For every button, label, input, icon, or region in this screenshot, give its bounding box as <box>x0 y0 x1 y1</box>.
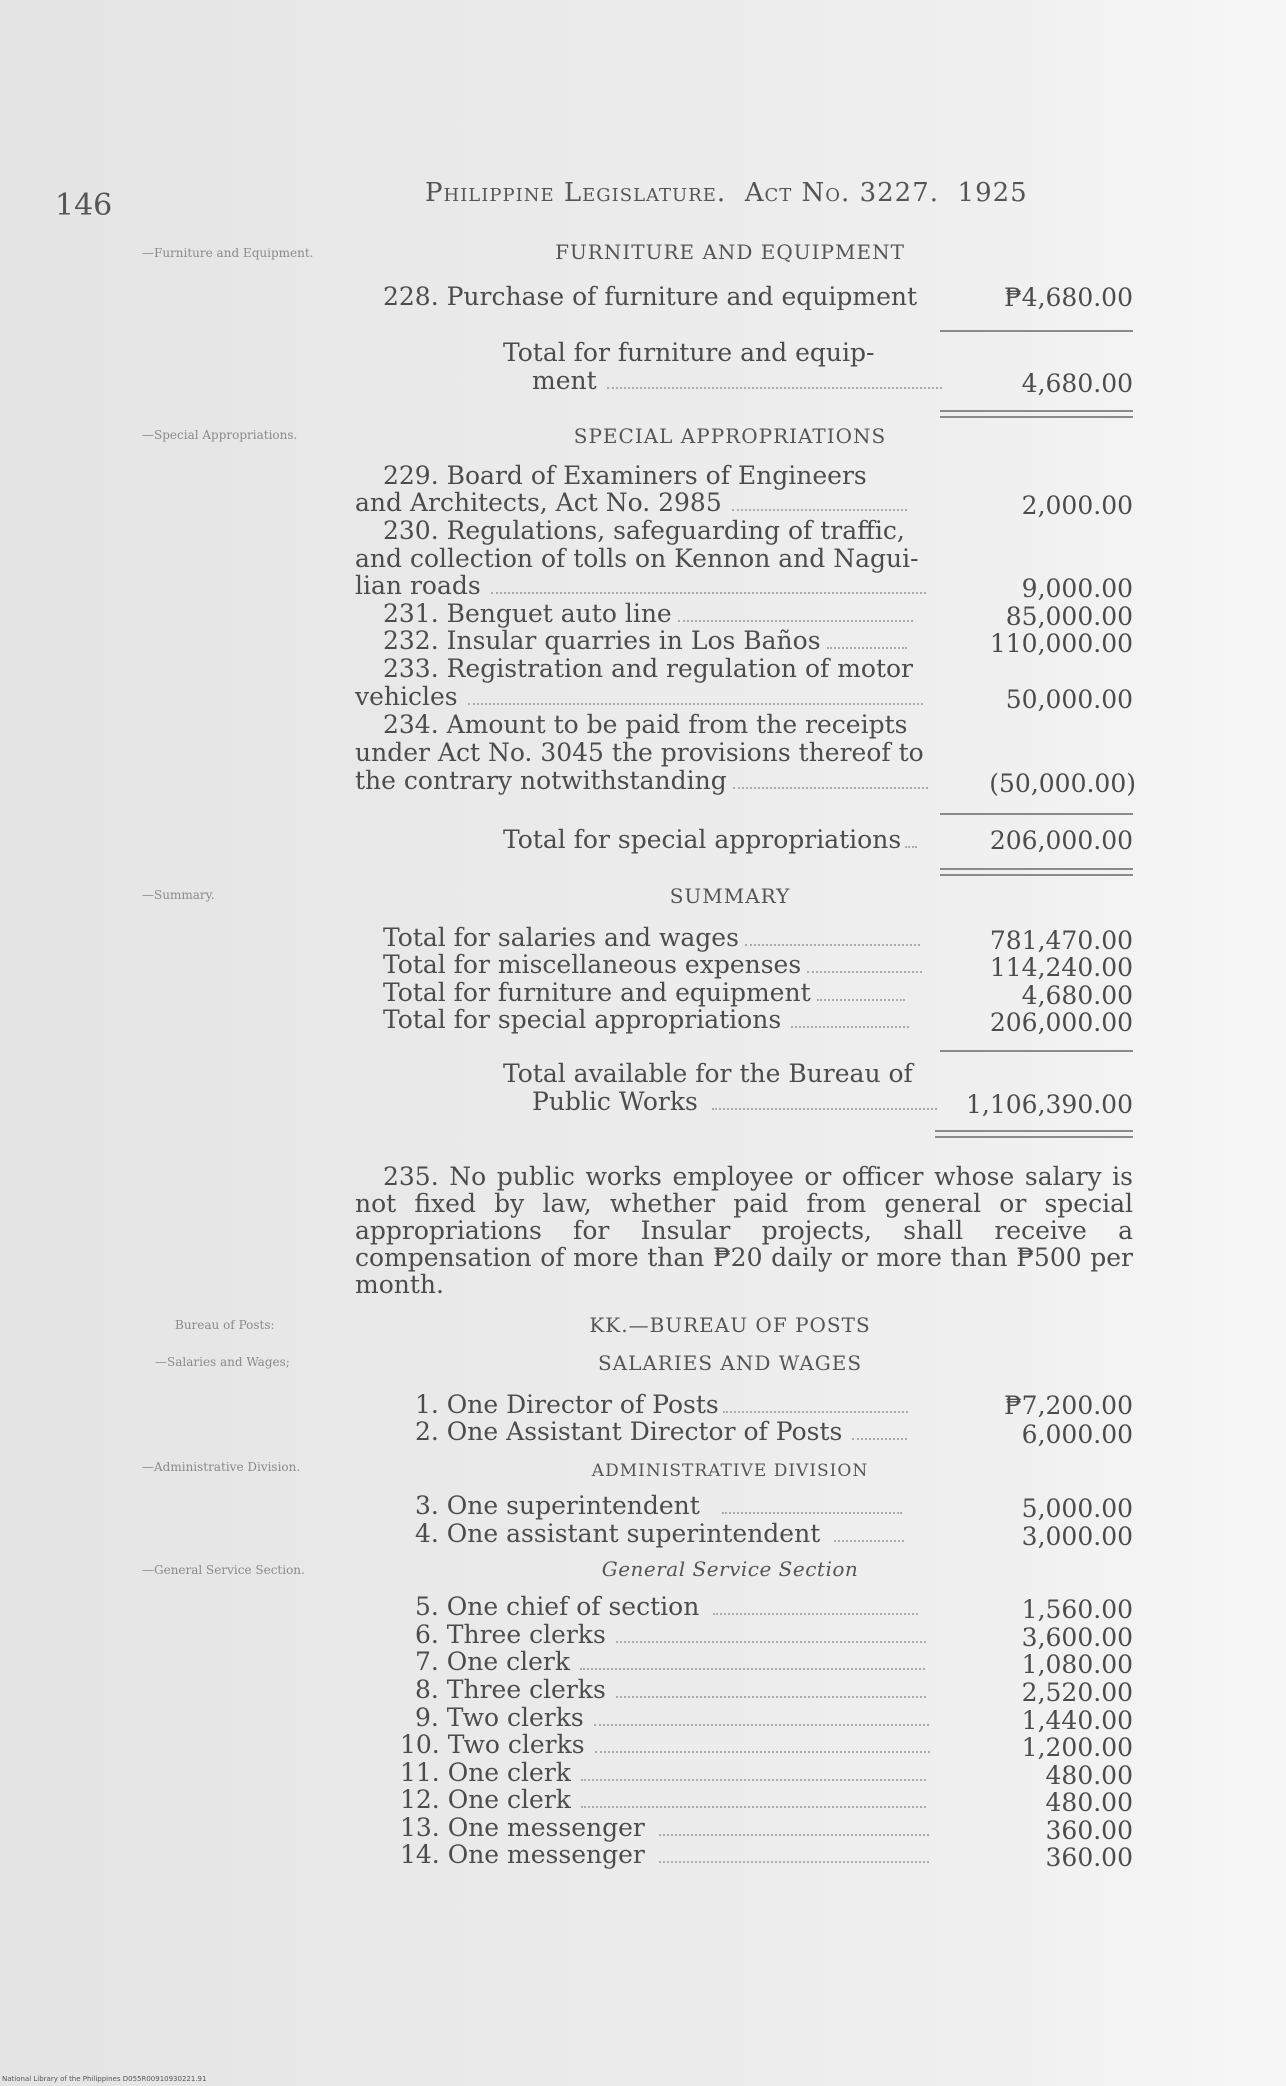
summary-total-line1: Total available for the Bureau of <box>503 1059 913 1088</box>
post-item-12-amount: 480.00 <box>1045 1788 1133 1817</box>
item-233-line1: 233. Registration and regulation of motor <box>383 654 914 683</box>
summary-special-label: Total for special appropriations <box>383 1005 782 1034</box>
item-234-line2: under Act No. 3045 the provisions thereof to <box>355 738 924 767</box>
post-item-10 <box>400 1731 930 1758</box>
heading-salaries-wages: SALARIES AND WAGES <box>597 1351 863 1375</box>
post-item-label: 5. One chief of section <box>415 1592 700 1621</box>
leader-dots <box>905 846 917 848</box>
leader-dots <box>807 971 922 973</box>
item-234-amount: (50,000.00) <box>989 769 1136 798</box>
post-item-12 <box>400 1786 926 1813</box>
item-228: 228. Purchase of furniture and equipment <box>383 283 918 310</box>
item-230-line2: and collection of tolls on Kennon and Nagui- <box>355 544 919 573</box>
post-item-label: 9. Two clerks <box>415 1703 584 1732</box>
item-233-line2 <box>355 683 923 710</box>
post-item-label: 8. Three clerks <box>415 1675 606 1704</box>
furniture-total-line2 <box>532 367 942 394</box>
leader-dots <box>491 592 926 594</box>
rule <box>935 1130 1133 1132</box>
leader-dots <box>468 703 923 705</box>
running-head-title: Philippine Legislature. <box>425 178 727 208</box>
item-228-amount: ₱4,680.00 <box>1004 283 1133 312</box>
leader-dots <box>745 944 920 946</box>
leader-dots <box>723 1411 908 1413</box>
heading-bureau-posts: KK.—BUREAU OF POSTS <box>589 1313 871 1337</box>
heading-special: SPECIAL APPROPRIATIONS <box>573 424 887 448</box>
scan-footer: National Library of the Philippines D055R00910930221.91 <box>2 2075 207 2083</box>
leader-dots <box>852 1438 907 1440</box>
summary-furniture-amount: 4,680.00 <box>1021 981 1133 1010</box>
item-230-amount: 9,000.00 <box>1021 574 1133 603</box>
leader-dots <box>834 1540 904 1542</box>
rule <box>940 410 1133 412</box>
item-231 <box>383 600 913 627</box>
leader-dots <box>659 1834 929 1836</box>
item-234-label: the contrary notwithstanding <box>355 766 727 795</box>
rule <box>940 813 1133 815</box>
post-item-9 <box>415 1704 929 1731</box>
summary-special-amount: 206,000.00 <box>989 1008 1133 1037</box>
margin-note-general: —General Service Section. <box>142 1563 305 1577</box>
post-item-label: 13. One messenger <box>400 1813 645 1842</box>
item-234-line1: 234. Amount to be paid from the receipts <box>383 710 908 739</box>
post-item-label: 1. One Director of Posts <box>415 1390 719 1419</box>
post-item-11-amount: 480.00 <box>1045 1761 1133 1790</box>
item-229-line2 <box>355 489 907 516</box>
post-item-8 <box>415 1676 926 1703</box>
post-item-2 <box>415 1418 907 1445</box>
post-item-label: 14. One messenger <box>400 1840 645 1869</box>
rule <box>940 416 1133 418</box>
rule <box>940 1050 1133 1052</box>
leader-dots <box>713 1613 918 1615</box>
post-item-label: 10. Two clerks <box>400 1730 585 1759</box>
post-item-4 <box>415 1520 904 1547</box>
leader-dots <box>678 620 913 622</box>
running-head <box>425 178 1028 208</box>
post-item-6-amount: 3,600.00 <box>1021 1623 1133 1652</box>
rule <box>940 874 1133 876</box>
item-231-label: 231. Benguet auto line <box>383 599 672 628</box>
heading-general-service: General Service Section <box>601 1557 859 1581</box>
leader-dots <box>827 647 907 649</box>
furniture-total-amount: 4,680.00 <box>1021 369 1133 398</box>
summary-salaries-label: Total for salaries and wages <box>383 923 739 952</box>
rule <box>935 1136 1133 1138</box>
summary-misc <box>383 951 922 978</box>
rule <box>940 868 1133 870</box>
leader-dots <box>817 999 905 1001</box>
item-230-line1: 230. Regulations, safeguarding of traffic, <box>383 516 905 545</box>
special-total-amount: 206,000.00 <box>989 826 1133 855</box>
post-item-13-amount: 360.00 <box>1045 1816 1133 1845</box>
leader-dots <box>594 1724 929 1726</box>
summary-total-amount: 1,106,390.00 <box>966 1090 1133 1119</box>
item-233-amount: 50,000.00 <box>1005 685 1133 714</box>
item-233-label: vehicles <box>355 682 458 711</box>
heading-admin-division: ADMINISTRATIVE DIVISION <box>591 1461 869 1481</box>
summary-salaries <box>383 924 920 951</box>
item-229-line1: 229. Board of Examiners of Engineers <box>383 461 867 490</box>
leader-dots <box>733 787 928 789</box>
margin-note-summary: —Summary. <box>142 888 215 902</box>
post-item-5-amount: 1,560.00 <box>1021 1595 1133 1624</box>
summary-total-line2 <box>532 1088 937 1115</box>
leader-dots <box>595 1751 930 1753</box>
summary-misc-label: Total for miscellaneous expenses <box>383 950 802 979</box>
leader-dots <box>712 1108 937 1110</box>
special-total <box>503 826 917 853</box>
leader-dots <box>791 1026 909 1028</box>
item-231-amount: 85,000.00 <box>1005 602 1133 631</box>
post-item-2-amount: 6,000.00 <box>1021 1420 1133 1449</box>
leader-dots <box>722 1512 902 1514</box>
leader-dots <box>581 1779 926 1781</box>
margin-note-admin: —Administrative Division. <box>142 1460 301 1474</box>
post-item-4-amount: 3,000.00 <box>1021 1522 1133 1551</box>
leader-dots <box>616 1696 926 1698</box>
page-number: 146 <box>55 188 113 223</box>
margin-note-furniture: —Furniture and Equipment. <box>142 246 314 260</box>
post-item-11 <box>400 1759 926 1786</box>
margin-note-special: —Special Appropriations. <box>142 428 298 442</box>
summary-furniture-label: Total for furniture and equipment <box>383 978 811 1007</box>
running-head-act: Act No. 3227. <box>744 178 940 208</box>
post-item-5 <box>415 1593 918 1620</box>
heading-furniture: FURNITURE AND EQUIPMENT <box>555 240 905 264</box>
post-item-label: 4. One assistant superintendent <box>415 1519 821 1548</box>
summary-special <box>383 1006 909 1033</box>
rule <box>940 330 1133 332</box>
post-item-10-amount: 1,200.00 <box>1021 1733 1133 1762</box>
item-230-label: lian roads <box>355 571 481 600</box>
running-head-year: 1925 <box>957 178 1028 208</box>
margin-note-salaries: —Salaries and Wages; <box>155 1355 290 1369</box>
post-item-3 <box>415 1492 902 1519</box>
item-234-line3 <box>355 767 928 794</box>
post-item-label: 7. One clerk <box>415 1647 571 1676</box>
post-item-label: 6. Three clerks <box>415 1620 606 1649</box>
summary-salaries-amount: 781,470.00 <box>989 926 1133 955</box>
post-item-1-amount: ₱7,200.00 <box>1004 1391 1133 1420</box>
post-item-13 <box>400 1814 929 1841</box>
post-item-8-amount: 2,520.00 <box>1021 1678 1133 1707</box>
post-item-label: 12. One clerk <box>400 1785 571 1814</box>
furniture-total-label: ment <box>532 366 597 395</box>
item-232-label: 232. Insular quarries in Los Baños <box>383 626 821 655</box>
post-item-label: 3. One superintendent <box>415 1491 700 1520</box>
item-232-amount: 110,000.00 <box>989 629 1133 658</box>
summary-total-label: Public Works <box>532 1087 698 1116</box>
margin-note-bureau-posts: Bureau of Posts: <box>175 1318 275 1332</box>
post-item-label: 2. One Assistant Director of Posts <box>415 1417 843 1446</box>
post-item-9-amount: 1,440.00 <box>1021 1706 1133 1735</box>
leader-dots <box>607 387 942 389</box>
leader-dots <box>659 1861 929 1863</box>
item-230-line3 <box>355 572 926 599</box>
leader-dots <box>616 1641 926 1643</box>
item-229-amount: 2,000.00 <box>1021 491 1133 520</box>
item-229-label: and Architects, Act No. 2985 <box>355 488 722 517</box>
special-total-label: Total for special appropriations <box>503 825 902 854</box>
heading-summary: SUMMARY <box>669 884 791 908</box>
summary-furniture <box>383 979 905 1006</box>
item-232 <box>383 627 907 654</box>
post-item-14 <box>400 1841 929 1868</box>
paragraph-235: 235. No public works employee or officer whose salary is not fixed by law, whether paid from general or special appropriations for Insular projects, shall receive a compensation of more than ₱20 daily or more than ₱500 per month. <box>355 1162 1133 1299</box>
furniture-total-line1: Total for furniture and equip- <box>503 338 875 367</box>
post-item-6 <box>415 1621 926 1648</box>
post-item-1 <box>415 1391 908 1418</box>
leader-dots <box>581 1806 926 1808</box>
post-item-3-amount: 5,000.00 <box>1021 1494 1133 1523</box>
post-item-label: 11. One clerk <box>400 1758 571 1787</box>
post-item-7 <box>415 1648 925 1675</box>
leader-dots <box>732 509 907 511</box>
post-item-14-amount: 360.00 <box>1045 1843 1133 1872</box>
leader-dots <box>580 1668 925 1670</box>
summary-misc-amount: 114,240.00 <box>989 953 1133 982</box>
post-item-7-amount: 1,080.00 <box>1021 1650 1133 1679</box>
